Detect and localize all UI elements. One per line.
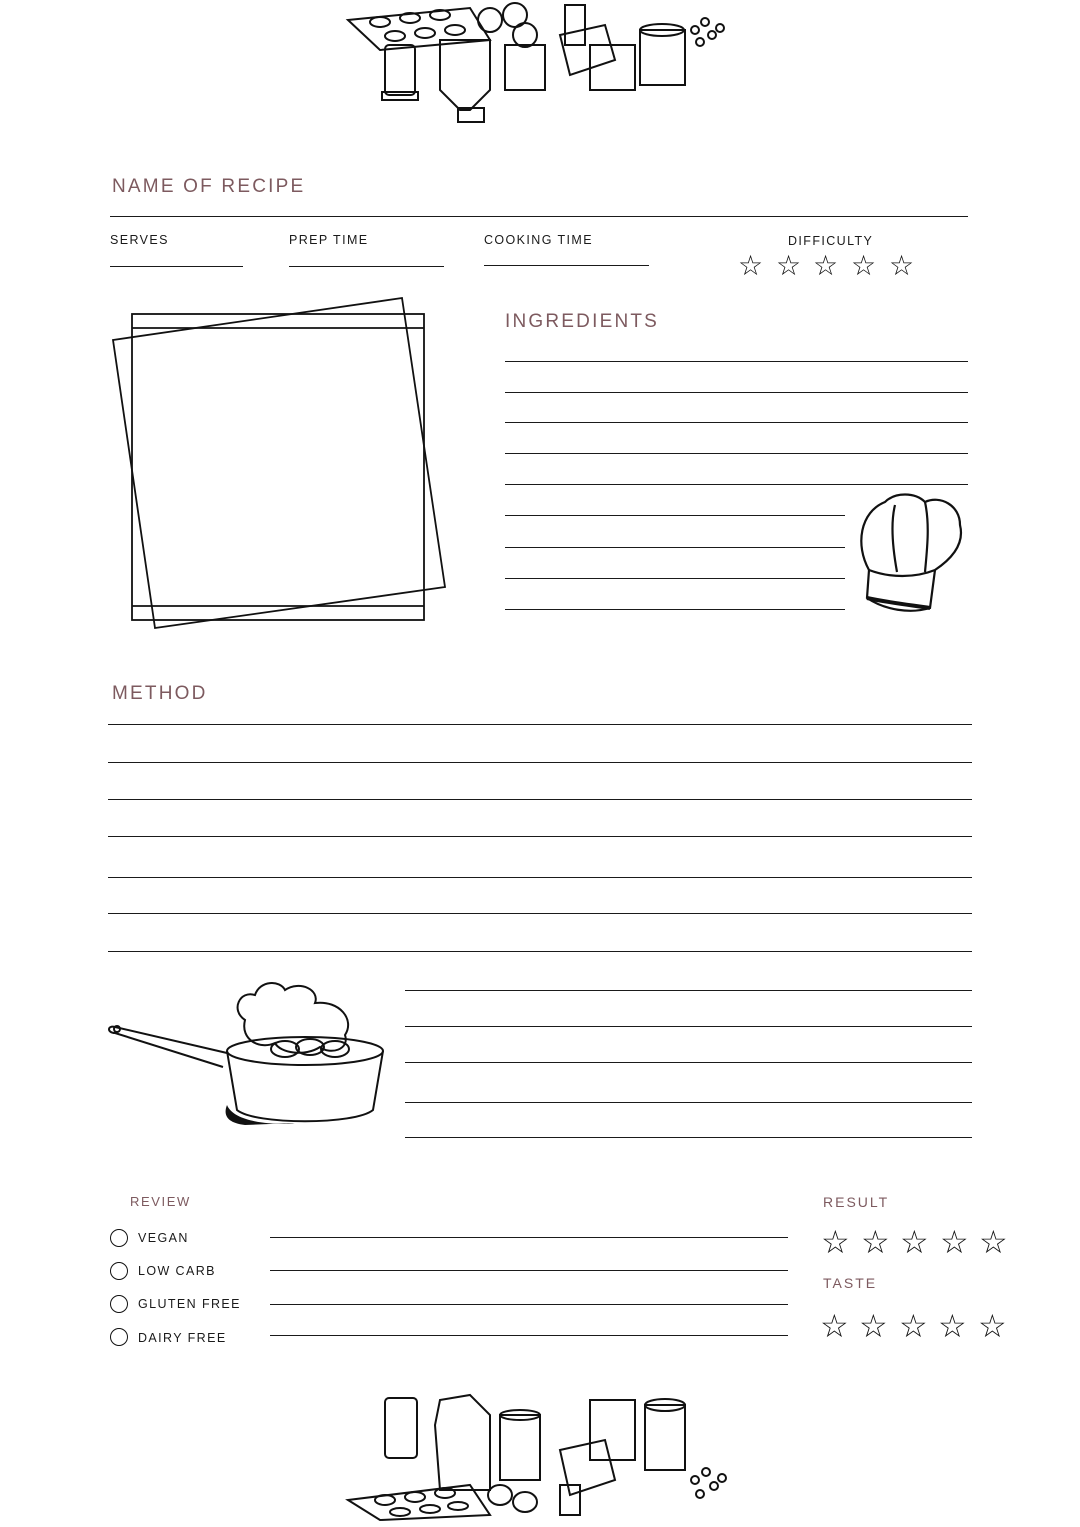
- vegan-line[interactable]: [270, 1237, 788, 1238]
- result-star-icon[interactable]: ☆: [979, 1223, 1008, 1261]
- prep-time-line[interactable]: [289, 266, 444, 267]
- taste-star-icon[interactable]: ☆: [938, 1307, 967, 1345]
- difficulty-label: DIFFICULTY: [788, 234, 874, 248]
- ingredient-line[interactable]: [505, 453, 968, 454]
- dairy-free-checkbox[interactable]: [110, 1328, 128, 1346]
- dairy-free-label: DAIRY FREE: [138, 1331, 227, 1345]
- method-line[interactable]: [405, 1137, 972, 1138]
- baking-illustration-top: [340, 0, 740, 130]
- ingredient-line[interactable]: [505, 547, 845, 548]
- method-line[interactable]: [108, 951, 972, 952]
- result-star-icon[interactable]: ☆: [861, 1223, 890, 1261]
- ingredient-line[interactable]: [505, 422, 968, 423]
- taste-star-icon[interactable]: ☆: [820, 1307, 849, 1345]
- difficulty-star-icon[interactable]: ☆: [889, 249, 915, 282]
- method-line[interactable]: [405, 990, 972, 991]
- ingredient-line[interactable]: [505, 361, 968, 362]
- ingredient-line[interactable]: [505, 578, 845, 579]
- gluten-free-line[interactable]: [270, 1304, 788, 1305]
- ingredient-line[interactable]: [505, 609, 845, 610]
- low-carb-line[interactable]: [270, 1270, 788, 1271]
- result-star-icon[interactable]: ☆: [940, 1223, 969, 1261]
- method-line[interactable]: [108, 762, 972, 763]
- taste-star-icon[interactable]: ☆: [899, 1307, 928, 1345]
- prep-time-label: PREP TIME: [289, 233, 369, 247]
- taste-star-icon[interactable]: ☆: [859, 1307, 888, 1345]
- ingredients-heading: INGREDIENTS: [505, 311, 660, 332]
- recipe-name-line[interactable]: [110, 216, 968, 217]
- dairy-free-line[interactable]: [270, 1335, 788, 1336]
- ingredient-line[interactable]: [505, 484, 968, 485]
- baking-illustration-bottom: [340, 1390, 740, 1520]
- method-line[interactable]: [108, 799, 972, 800]
- vegan-label: VEGAN: [138, 1231, 189, 1245]
- gluten-free-label: GLUTEN FREE: [138, 1297, 241, 1311]
- vegan-checkbox[interactable]: [110, 1229, 128, 1247]
- ingredient-line[interactable]: [505, 392, 968, 393]
- difficulty-star-icon[interactable]: ☆: [851, 249, 877, 282]
- review-heading: REVIEW: [130, 1194, 191, 1209]
- method-line[interactable]: [405, 1026, 972, 1027]
- method-line[interactable]: [108, 913, 972, 914]
- method-heading: METHOD: [112, 683, 208, 704]
- method-line[interactable]: [405, 1102, 972, 1103]
- result-heading: RESULT: [823, 1194, 890, 1210]
- method-line[interactable]: [108, 877, 972, 878]
- result-star-icon[interactable]: ☆: [821, 1223, 850, 1261]
- photo-frame[interactable]: [105, 290, 455, 635]
- result-star-icon[interactable]: ☆: [900, 1223, 929, 1261]
- serves-label: SERVES: [110, 233, 169, 247]
- cooking-time-label: COOKING TIME: [484, 233, 593, 247]
- low-carb-checkbox[interactable]: [110, 1262, 128, 1280]
- recipe-name-label: NAME OF RECIPE: [112, 176, 306, 197]
- difficulty-star-icon[interactable]: ☆: [813, 249, 839, 282]
- cooking-time-line[interactable]: [484, 265, 649, 266]
- method-line[interactable]: [108, 836, 972, 837]
- ingredient-line[interactable]: [505, 515, 845, 516]
- low-carb-label: LOW CARB: [138, 1264, 216, 1278]
- serves-line[interactable]: [110, 266, 243, 267]
- chef-hat-icon: [855, 490, 970, 615]
- method-line[interactable]: [405, 1062, 972, 1063]
- gluten-free-checkbox[interactable]: [110, 1295, 128, 1313]
- saucepan-illustration: [105, 975, 390, 1130]
- method-line[interactable]: [108, 724, 972, 725]
- difficulty-star-icon[interactable]: ☆: [776, 249, 802, 282]
- difficulty-star-icon[interactable]: ☆: [738, 249, 764, 282]
- taste-heading: TASTE: [823, 1275, 878, 1291]
- taste-star-icon[interactable]: ☆: [978, 1307, 1007, 1345]
